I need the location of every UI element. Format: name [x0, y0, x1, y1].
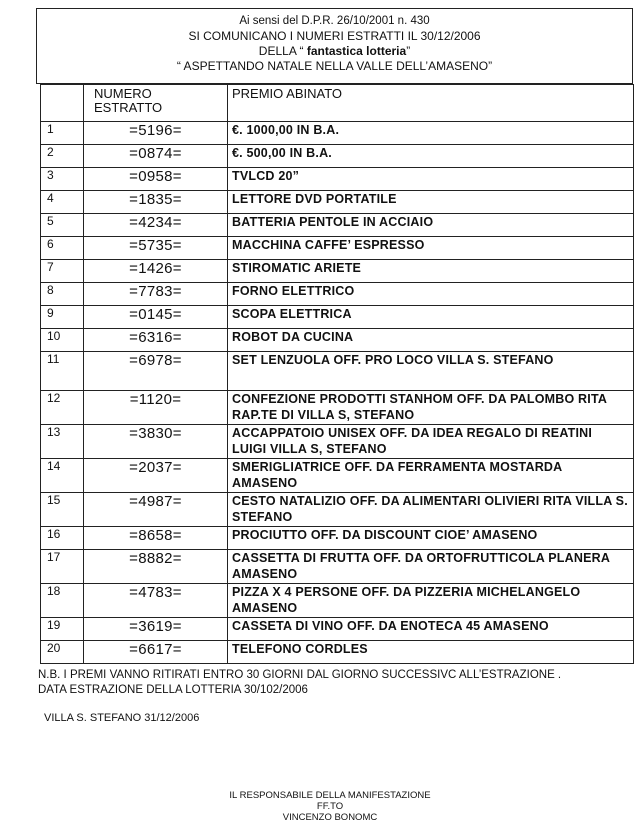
row-index: 13 [41, 425, 84, 459]
place-date: VILLA S. STEFANO 31/12/2006 [44, 712, 200, 724]
prize-description: SMERIGLIATRICE OFF. DA FERRAMENTA MOSTARDA AMASENO [228, 459, 634, 493]
prize-description: FORNO ELETTRICO [228, 283, 634, 306]
row-index-header [41, 85, 84, 122]
lottery-name-line [37, 44, 632, 59]
note-line-1: N.B. I PREMI VANNO RITIRATI ENTRO 30 GIORNI DAL GIORNO SUCCESSIVC ALL’ESTRAZIONE . [38, 669, 562, 681]
number-header-line-1: NUMERO [94, 86, 152, 101]
drawn-number: =1120= [84, 391, 228, 425]
prize-description: LETTORE DVD PORTATILE [228, 191, 634, 214]
prize-description: ROBOT DA CUCINA [228, 329, 634, 352]
prize-description: TVLCD 20” [228, 168, 634, 191]
prize-column-header: PREMIO ABINATO [228, 85, 634, 122]
announcement-line: SI COMUNICANO I NUMERI ESTRATTI IL 30/12/2006 [188, 29, 481, 43]
drawn-number: =6316= [84, 329, 228, 352]
drawn-number: =0958= [84, 168, 228, 191]
table-header-row [41, 85, 634, 122]
prize-description: TELEFONO CORDLES [228, 641, 634, 664]
row-index: 18 [41, 584, 84, 618]
header-box [36, 8, 633, 84]
row-index: 4 [41, 191, 84, 214]
row-index: 20 [41, 641, 84, 664]
row-index: 14 [41, 459, 84, 493]
table-body [41, 122, 634, 664]
drawn-number: =4987= [84, 493, 228, 527]
row-index: 1 [41, 122, 84, 145]
table-row [41, 168, 634, 191]
row-index: 11 [41, 352, 84, 391]
table-row [41, 493, 634, 527]
drawn-number: =0145= [84, 306, 228, 329]
row-index: 19 [41, 618, 84, 641]
table-row [41, 527, 634, 550]
table-row [41, 329, 634, 352]
number-header-line-2: ESTRATTO [94, 100, 163, 115]
prize-description: PIZZA X 4 PERSONE OFF. DA PIZZERIA MICHELANGELO AMASENO [228, 584, 634, 618]
table-row [41, 352, 634, 391]
lottery-name-prefix: DELLA “ [258, 44, 307, 58]
drawn-number: =3619= [84, 618, 228, 641]
table-row [41, 641, 634, 664]
drawn-number: =5196= [84, 122, 228, 145]
note-line-2: DATA ESTRAZIONE DELLA LOTTERIA 30/102/2006 [38, 684, 308, 696]
signature-block [200, 790, 460, 823]
prize-description: CONFEZIONE PRODOTTI STANHOM OFF. DA PALOMBO RITA RAP.TE DI VILLA S, STEFANO [228, 391, 634, 425]
drawn-number: =8882= [84, 550, 228, 584]
drawn-number: =3830= [84, 425, 228, 459]
prize-description: ACCAPPATOIO UNISEX OFF. DA IDEA REGALO DI REATINI LUIGI VILLA S, STEFANO [228, 425, 634, 459]
row-index: 9 [41, 306, 84, 329]
table-row [41, 459, 634, 493]
table-row [41, 237, 634, 260]
prize-description: SCOPA ELETTRICA [228, 306, 634, 329]
signature-title: IL RESPONSABILE DELLA MANIFESTAZIONE [229, 790, 431, 801]
table-row [41, 425, 634, 459]
table-row [41, 584, 634, 618]
prize-description: BATTERIA PENTOLE IN ACCIAIO [228, 214, 634, 237]
drawn-number: =6978= [84, 352, 228, 391]
drawn-number: =2037= [84, 459, 228, 493]
drawn-number: =0874= [84, 145, 228, 168]
prize-description: CASSETTA DI FRUTTA OFF. DA ORTOFRUTTICOLA PLANERA AMASENO [228, 550, 634, 584]
event-title: “ ASPETTANDO NATALE NELLA VALLE DELL’AMASENO” [176, 59, 493, 73]
table-row [41, 391, 634, 425]
lottery-name-suffix: ” [406, 44, 411, 58]
drawn-number: =1835= [84, 191, 228, 214]
number-column-header [84, 85, 228, 122]
row-index: 17 [41, 550, 84, 584]
prize-description: STIROMATIC ARIETE [228, 260, 634, 283]
row-index: 3 [41, 168, 84, 191]
note [38, 668, 634, 698]
drawn-number: =8658= [84, 527, 228, 550]
table-row [41, 260, 634, 283]
table-row [41, 283, 634, 306]
prize-description: PROCIUTTO OFF. DA DISCOUNT CIOE’ AMASENO [228, 527, 634, 550]
row-index: 5 [41, 214, 84, 237]
drawn-number: =4783= [84, 584, 228, 618]
drawn-number: =4234= [84, 214, 228, 237]
prize-description: €. 1000,00 IN B.A. [228, 122, 634, 145]
table-row [41, 145, 634, 168]
row-index: 6 [41, 237, 84, 260]
row-index: 16 [41, 527, 84, 550]
drawn-number: =1426= [84, 260, 228, 283]
table-row [41, 550, 634, 584]
lottery-name: fantastica lotteria [306, 44, 407, 58]
row-index: 15 [41, 493, 84, 527]
prize-description: CASSETA DI VINO OFF. DA ENOTECA 45 AMASENO [228, 618, 634, 641]
table-row [41, 191, 634, 214]
signature-name: VINCENZO BONOMC [282, 812, 378, 823]
prize-description: MACCHINA CAFFE’ ESPRESSO [228, 237, 634, 260]
prize-description: CESTO NATALIZIO OFF. DA ALIMENTARI OLIVIERI RITA VILLA S. STEFANO [228, 493, 634, 527]
row-index: 7 [41, 260, 84, 283]
table-row [41, 618, 634, 641]
prize-description: €. 500,00 IN B.A. [228, 145, 634, 168]
row-index: 8 [41, 283, 84, 306]
table-row [41, 122, 634, 145]
drawn-number: =5735= [84, 237, 228, 260]
row-index: 10 [41, 329, 84, 352]
signature-ffto: FF.TO [316, 801, 344, 812]
table-row [41, 306, 634, 329]
results-table [40, 84, 634, 664]
table-row [41, 214, 634, 237]
drawn-number: =6617= [84, 641, 228, 664]
row-index: 2 [41, 145, 84, 168]
legal-reference: Ai sensi del D.P.R. 26/10/2001 n. 430 [239, 15, 430, 27]
prize-description: SET LENZUOLA OFF. PRO LOCO VILLA S. STEFANO [228, 352, 634, 391]
row-index: 12 [41, 391, 84, 425]
drawn-number: =7783= [84, 283, 228, 306]
